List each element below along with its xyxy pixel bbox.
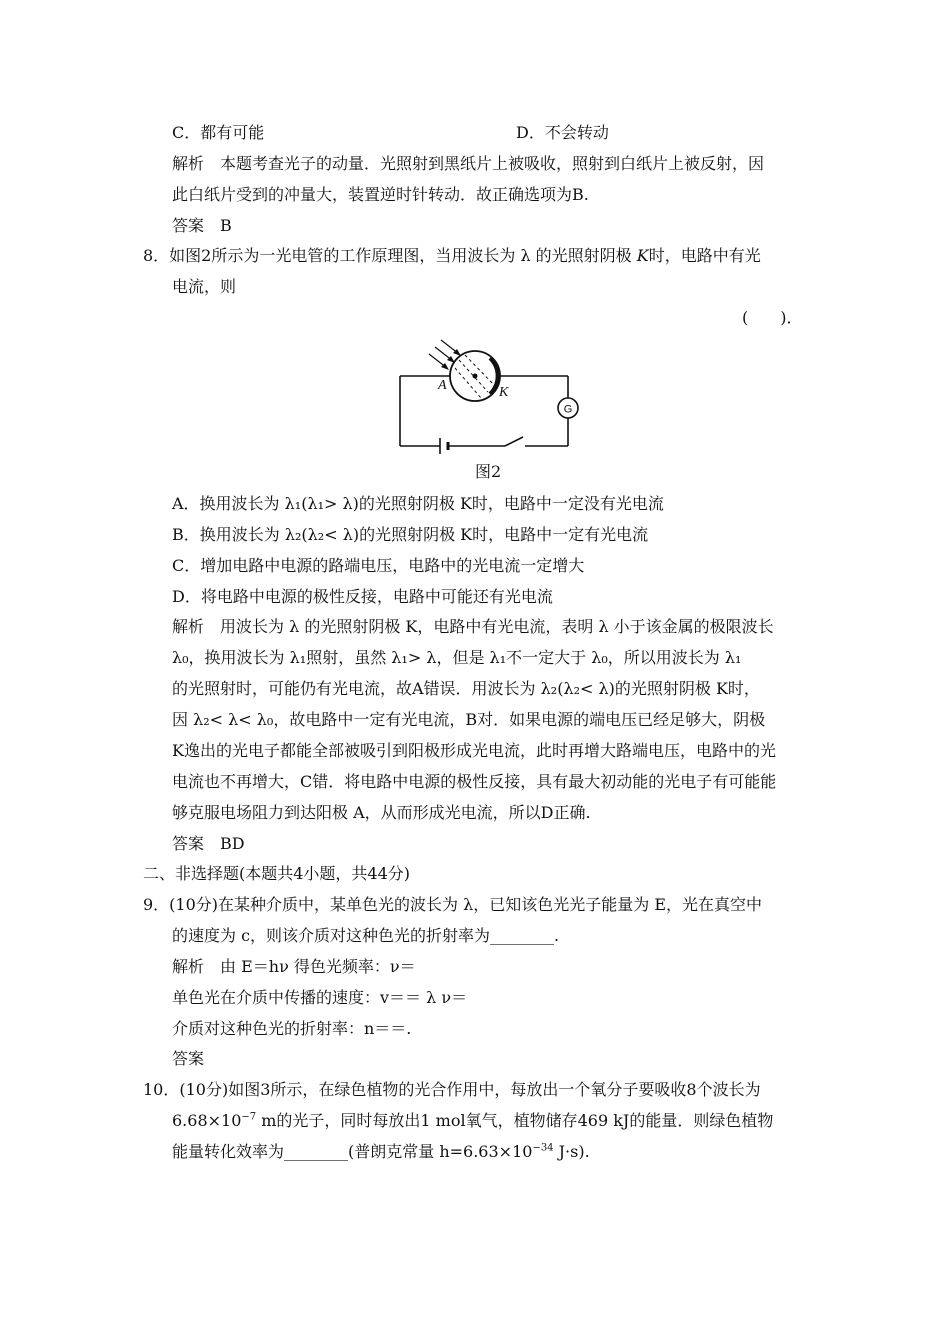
q9-stem-line-1: 9．(10分)在某种介质中，某单色光的波长为 λ，已知该色光光子能量为 E，光在真空中	[143, 895, 763, 914]
q8-option-b: B．换用波长为 λ₂(λ₂< λ)的光照射阴极 K时，电路中一定有光电流	[172, 525, 649, 544]
q8-option-a: A．换用波长为 λ₁(λ₁> λ)的光照射阴极 K时，电路中一定没有光电流	[172, 494, 664, 513]
q9-stem-line-2: 的速度为 c，则该介质对这种色光的折射率为________.	[172, 926, 560, 945]
q8-analysis-line-5: K逸出的光电子都能全部被吸引到阳极形成光电流，此时再增大路端电压，电路中的光	[172, 741, 776, 760]
q10-stem-line-3	[172, 1142, 590, 1162]
q8-option-d: D．将电路中电源的极性反接，电路中可能还有光电流	[172, 587, 553, 606]
q10-value-text: 6.68×10	[172, 1111, 242, 1130]
q10-planck-exponent: −34	[532, 1142, 554, 1154]
q8-analysis-line-4: 因 λ₂< λ< λ₀，故电路中一定有光电流，B对．如果电源的端电压已经足够大，阴极	[172, 710, 766, 729]
q10-exponent: −7	[241, 1111, 257, 1123]
q8-analysis-line-3: 的光照射时，可能仍有光电流，故A错误．用波长为 λ₂(λ₂< λ)的光照射阴极 K时，	[172, 679, 760, 698]
q8-stem-line-2: 电流，则	[172, 277, 237, 296]
q10-planck-unit: J·s).	[553, 1142, 590, 1161]
q8-analysis-line-2: λ₀，换用波长为 λ₁照射，虽然 λ₁> λ，但是 λ₁不一定大于 λ₀，所以用波长为 λ₁	[172, 648, 742, 667]
section-2-heading: 二、非选择题(本题共4小题，共44分)	[143, 864, 411, 883]
q7-option-d: D．不会转动	[516, 123, 609, 142]
q8-analysis-line-1: 解析 用波长为 λ 的光照射阴极 K，电路中有光电流，表明 λ 小于该金属的极限波长	[172, 617, 774, 636]
q9-analysis-line-2: 单色光在介质中传播的速度：v＝＝ λ ν＝	[172, 988, 468, 1007]
q9-answer: 答案	[172, 1049, 205, 1068]
phototube-circuit-figure	[395, 336, 585, 461]
q8-stem-k: K	[636, 246, 649, 265]
q10-stem-tail: m的光子，同时每放出1 mol氧气，植物储存469 kJ的能量．则绿色植物	[256, 1111, 774, 1130]
q8-answer: 答案 BD	[172, 834, 245, 853]
q9-analysis-line-1: 解析 由 E＝hν 得色光频率：ν＝	[172, 957, 416, 976]
q7-answer: 答案 B	[172, 216, 232, 235]
q10-stem-line-1: 10．(10分)如图3所示，在绿色植物的光合作用中，每放出一个氧分子要吸收8个波长为	[143, 1080, 761, 1099]
q8-answer-paren: ( )．	[742, 308, 803, 327]
q10-planck-text: 能量转化效率为________(普朗克常量 h=6.63×10	[172, 1142, 533, 1161]
cathode-label: K	[499, 385, 509, 400]
q8-option-c: C．增加电路中电源的路端电压，电路中的光电流一定增大	[172, 556, 585, 575]
q7-analysis-line-2: 此白纸片受到的冲量大，装置逆时针转动．故正确选项为B.	[172, 185, 589, 204]
figure-caption: 图2	[475, 462, 502, 481]
q7-analysis-line-1: 解析 本题考查光子的动量．光照射到黑纸片上被吸收，照射到白纸片上被反射，因	[172, 154, 765, 173]
q8-stem-text-b: 时，电路中有光	[648, 246, 761, 265]
anode-point	[473, 374, 478, 379]
anode-label: A	[438, 378, 447, 393]
q8-stem-text-a: 8．如图2所示为一光电管的工作原理图，当用波长为 λ 的光照射阴极	[143, 246, 637, 265]
q8-analysis-line-6: 电流也不再增大，C错．将电路中电源的极性反接，具有最大初动能的光电子有可能能	[172, 772, 777, 791]
q7-option-c: C．都有可能	[172, 123, 265, 142]
q8-analysis-line-7: 够克服电场阻力到达阳极 A，从而形成光电流，所以D正确.	[172, 803, 591, 822]
galvanometer-label: G	[563, 403, 573, 416]
q10-stem-line-2	[172, 1111, 773, 1131]
q8-stem-line-1	[143, 246, 761, 266]
q9-analysis-line-3: 介质对这种色光的折射率：n＝＝.	[172, 1019, 412, 1038]
switch-blade	[505, 437, 523, 446]
